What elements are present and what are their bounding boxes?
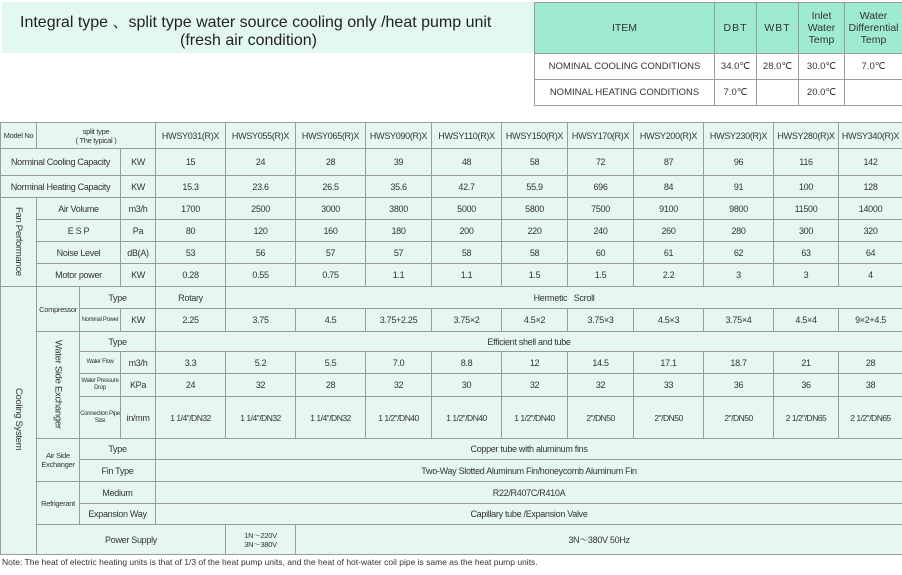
value-cell: 9800 — [704, 198, 774, 220]
water-side-type-value: Efficient shell and tube — [156, 332, 902, 352]
value-cell: HWSY031(R)X — [156, 123, 226, 149]
value-cell: HWSY230(R)X — [704, 123, 774, 149]
conditions-header-row — [535, 3, 902, 54]
value-cell: 0.28 — [156, 264, 226, 287]
value-cell: 2.25 — [156, 309, 226, 332]
value-cell: 9100 — [634, 198, 704, 220]
value-cell: 12 — [502, 352, 568, 374]
value-cell: 63 — [774, 242, 839, 264]
value-cell: 696 — [568, 176, 634, 198]
value-cell: 100 — [774, 176, 839, 198]
value-cell: 1 1/2"/DN40 — [502, 397, 568, 439]
power-line-2: 3N～380V — [244, 539, 277, 549]
connection-pipe-size-row — [1, 397, 902, 439]
cell: 34.0℃ — [715, 54, 757, 80]
value-cell: 48 — [432, 149, 502, 176]
medium-row — [1, 482, 902, 504]
power-supply-three-phase: 3N～380V 50Hz — [296, 525, 902, 555]
value-cell: 1.5 — [502, 264, 568, 287]
value-cell: 36 — [704, 374, 774, 397]
compressor-label: Compressor — [37, 287, 80, 332]
power-supply-row — [1, 525, 902, 555]
row-label: Noise Level — [37, 242, 121, 264]
cell — [845, 80, 902, 106]
model-no-label: Model No — [1, 123, 37, 149]
value-cell: 8.8 — [432, 352, 502, 374]
value-cell: 60 — [568, 242, 634, 264]
value-cell: 2.2 — [634, 264, 704, 287]
value-cell: HWSY055(R)X — [226, 123, 296, 149]
value-cell: 3 — [704, 264, 774, 287]
nominal-power-row — [1, 309, 902, 332]
value-cell: 4.5×3 — [634, 309, 704, 332]
value-cell: 4.5×2 — [502, 309, 568, 332]
value-cell: 1 1/4"/DN32 — [226, 397, 296, 439]
cooling-system-group — [1, 287, 37, 555]
row-label: Medium — [80, 482, 156, 504]
value-cell: 96 — [704, 149, 774, 176]
value-cell: 5800 — [502, 198, 568, 220]
row-label: Type — [80, 287, 156, 309]
cell: 7.0℃ — [715, 80, 757, 106]
row-unit: m3/h — [121, 198, 156, 220]
row-label: Norminal Cooling Capacity — [1, 149, 121, 176]
compressor-type-row — [1, 287, 902, 309]
value-cell: HWSY280(R)X — [774, 123, 839, 149]
motor-power-row — [1, 264, 902, 287]
spec-table — [0, 122, 902, 555]
split-type-label — [37, 123, 156, 149]
expansion-way-row — [1, 504, 902, 525]
cooling-system-label: Cooling System — [13, 388, 24, 451]
cooling-conditions-row — [535, 54, 902, 80]
value-cell: 17.1 — [634, 352, 704, 374]
value-cell: 57 — [366, 242, 432, 264]
water-side-exchanger-group — [37, 332, 80, 439]
row-label: Water Flow — [80, 352, 121, 374]
row-unit: m3/h — [121, 352, 156, 374]
row-label: Type — [80, 332, 156, 352]
fan-performance-label: Fan Performance — [13, 206, 24, 276]
nominal-conditions-table — [534, 2, 902, 106]
value-cell: 14.5 — [568, 352, 634, 374]
air-volume-row — [1, 198, 902, 220]
row-unit: KW — [121, 309, 156, 332]
page-title — [2, 2, 534, 53]
value-cell: 1 1/2"/DN40 — [432, 397, 502, 439]
heating-conditions-row — [535, 80, 902, 106]
value-cell: 3.75+2.25 — [366, 309, 432, 332]
title-line-1: Integral type 、split type water source cooling only /heat pump unit — [20, 14, 492, 31]
value-cell: 7.0 — [366, 352, 432, 374]
value-cell: HWSY200(R)X — [634, 123, 704, 149]
value-cell: 280 — [704, 220, 774, 242]
air-side-exchanger-label: Air Side Exchanger — [37, 439, 80, 482]
row-label: Norminal Heating Capacity — [1, 176, 121, 198]
value-cell: 1.5 — [568, 264, 634, 287]
value-cell: 3800 — [366, 198, 432, 220]
compressor-type-scroll: Hermetic Scroll — [226, 287, 902, 309]
value-cell: 35.6 — [366, 176, 432, 198]
power-supply-label: Power Supply — [37, 525, 226, 555]
typical-text: ( The typical ) — [75, 135, 117, 145]
model-header-row — [1, 123, 902, 149]
value-cell: HWSY110(R)X — [432, 123, 502, 149]
value-cell: 2 1/2"/DN65 — [839, 397, 902, 439]
value-cell: 32 — [502, 374, 568, 397]
water-pressure-drop-row — [1, 374, 902, 397]
value-cell: 38 — [839, 374, 902, 397]
water-flow-row — [1, 352, 902, 374]
value-cell: 1 1/4"/DN32 — [156, 397, 226, 439]
value-cell: 11500 — [774, 198, 839, 220]
value-cell: 3 — [774, 264, 839, 287]
value-cell: HWSY065(R)X — [296, 123, 366, 149]
value-cell: 26.5 — [296, 176, 366, 198]
row-unit: dB(A) — [121, 242, 156, 264]
value-cell: 58 — [502, 149, 568, 176]
title-line-2: (fresh air condition) — [180, 32, 317, 49]
cell: 20.0℃ — [799, 80, 845, 106]
refrigerant-label: Refrigerant — [37, 482, 80, 525]
value-cell: 87 — [634, 149, 704, 176]
value-cell: 3.75 — [226, 309, 296, 332]
value-cell: 84 — [634, 176, 704, 198]
header-dbt: DBT — [715, 3, 757, 54]
value-cell: 42.7 — [432, 176, 502, 198]
cooling-capacity-row — [1, 149, 902, 176]
value-cell: 1700 — [156, 198, 226, 220]
value-cell: 2 1/2"/DN65 — [774, 397, 839, 439]
header-water-differential-temp: Water Differential Temp — [845, 3, 902, 54]
air-side-type-value: Copper tube with aluminum fins — [156, 439, 902, 460]
footnote: Note: The heat of electric heating units is that of 1/3 of the heat pump units, and the heat of hot-water coil pipe is same as the heat pump units. — [2, 557, 538, 567]
power-line-1: 1N～220V — [244, 530, 277, 540]
value-cell: 72 — [568, 149, 634, 176]
value-cell: 28 — [839, 352, 902, 374]
header-wbt: WBT — [757, 3, 799, 54]
fin-type-row — [1, 460, 902, 482]
value-cell: 1 1/2"/DN40 — [366, 397, 432, 439]
value-cell: 32 — [226, 374, 296, 397]
row-label: Connection Pipe Size — [80, 397, 121, 439]
value-cell: 0.75 — [296, 264, 366, 287]
value-cell: 9×2+4.5 — [839, 309, 902, 332]
value-cell: 3000 — [296, 198, 366, 220]
row-unit: Pa — [121, 220, 156, 242]
value-cell: HWSY340(R)X — [839, 123, 902, 149]
value-cell: 1 1/4"/DN32 — [296, 397, 366, 439]
value-cell: 28 — [296, 374, 366, 397]
value-cell: 3.3 — [156, 352, 226, 374]
value-cell: 160 — [296, 220, 366, 242]
value-cell: 142 — [839, 149, 902, 176]
value-cell: 7500 — [568, 198, 634, 220]
expansion-way-value: Capillary tube /Expansion Valve — [156, 504, 902, 525]
power-supply-single — [226, 525, 296, 555]
cell: 7.0℃ — [845, 54, 902, 80]
cell: 30.0℃ — [799, 54, 845, 80]
value-cell: 3.75×2 — [432, 309, 502, 332]
cell: 28.0℃ — [757, 54, 799, 80]
value-cell: 260 — [634, 220, 704, 242]
value-cell: 1.1 — [366, 264, 432, 287]
value-cell: 15.3 — [156, 176, 226, 198]
medium-value: R22/R407C/R410A — [156, 482, 902, 504]
value-cell: 56 — [226, 242, 296, 264]
value-cell: 18.7 — [704, 352, 774, 374]
value-cell: 39 — [366, 149, 432, 176]
value-cell: 64 — [839, 242, 902, 264]
row-label: Air Volume — [37, 198, 121, 220]
value-cell: 62 — [704, 242, 774, 264]
row-label: Expansion Way — [80, 504, 156, 525]
value-cell: 36 — [774, 374, 839, 397]
value-cell: 4.5 — [296, 309, 366, 332]
value-cell: 30 — [432, 374, 502, 397]
value-cell: 55.9 — [502, 176, 568, 198]
value-cell: 3.75×4 — [704, 309, 774, 332]
water-side-type-row — [1, 332, 902, 352]
value-cell: 23.6 — [226, 176, 296, 198]
row-unit: KW — [121, 264, 156, 287]
value-cell: 24 — [226, 149, 296, 176]
value-cell: 58 — [432, 242, 502, 264]
row-unit: KW — [121, 176, 156, 198]
noise-level-row — [1, 242, 902, 264]
row-label: Nominal Power — [80, 309, 121, 332]
row-label: E S P — [37, 220, 121, 242]
value-cell: 300 — [774, 220, 839, 242]
value-cell: HWSY170(R)X — [568, 123, 634, 149]
value-cell: 220 — [502, 220, 568, 242]
value-cell: 58 — [502, 242, 568, 264]
cell — [757, 80, 799, 106]
value-cell: 4.5×4 — [774, 309, 839, 332]
value-cell: 61 — [634, 242, 704, 264]
fin-type-value: Two-Way Slotted Aluminum Fin/honeycomb Aluminum Fin — [156, 460, 902, 482]
value-cell: 53 — [156, 242, 226, 264]
value-cell: HWSY090(R)X — [366, 123, 432, 149]
row-unit: KPa — [121, 374, 156, 397]
value-cell: 3.75×3 — [568, 309, 634, 332]
value-cell: 32 — [568, 374, 634, 397]
value-cell: 21 — [774, 352, 839, 374]
heating-capacity-row — [1, 176, 902, 198]
value-cell: 128 — [839, 176, 902, 198]
cell: NOMINAL HEATING CONDITIONS — [535, 80, 715, 106]
split-type-text: split type — [82, 126, 110, 136]
value-cell: 180 — [366, 220, 432, 242]
value-cell: HWSY150(R)X — [502, 123, 568, 149]
value-cell: 4 — [839, 264, 902, 287]
value-cell: 14000 — [839, 198, 902, 220]
row-label: Motor power — [37, 264, 121, 287]
value-cell: 24 — [156, 374, 226, 397]
row-label: Type — [80, 439, 156, 460]
value-cell: 120 — [226, 220, 296, 242]
value-cell: 116 — [774, 149, 839, 176]
esp-row — [1, 220, 902, 242]
value-cell: 33 — [634, 374, 704, 397]
row-unit: KW — [121, 149, 156, 176]
fan-performance-group — [1, 198, 37, 287]
value-cell: 32 — [366, 374, 432, 397]
value-cell: 91 — [704, 176, 774, 198]
water-side-exchanger-label: Water Side Exchanger — [52, 339, 64, 429]
value-cell: 0.55 — [226, 264, 296, 287]
value-cell: 5.5 — [296, 352, 366, 374]
value-cell: 1.1 — [432, 264, 502, 287]
value-cell: 80 — [156, 220, 226, 242]
value-cell: 57 — [296, 242, 366, 264]
value-cell: 5.2 — [226, 352, 296, 374]
row-label: Fin Type — [80, 460, 156, 482]
value-cell: 2"/DN50 — [634, 397, 704, 439]
row-label: Water Pressure Drop — [80, 374, 121, 397]
row-unit: in/mm — [121, 397, 156, 439]
compressor-type-rotary: Rotary — [156, 287, 226, 309]
value-cell: 320 — [839, 220, 902, 242]
cell: NOMINAL COOLING CONDITIONS — [535, 54, 715, 80]
value-cell: 2"/DN50 — [568, 397, 634, 439]
value-cell: 2500 — [226, 198, 296, 220]
value-cell: 2"/DN50 — [704, 397, 774, 439]
value-cell: 240 — [568, 220, 634, 242]
value-cell: 28 — [296, 149, 366, 176]
header-item: ITEM — [535, 3, 715, 54]
value-cell: 15 — [156, 149, 226, 176]
header-inlet-water-temp: Inlet Water Temp — [799, 3, 845, 54]
value-cell: 5000 — [432, 198, 502, 220]
value-cell: 200 — [432, 220, 502, 242]
air-side-type-row — [1, 439, 902, 460]
